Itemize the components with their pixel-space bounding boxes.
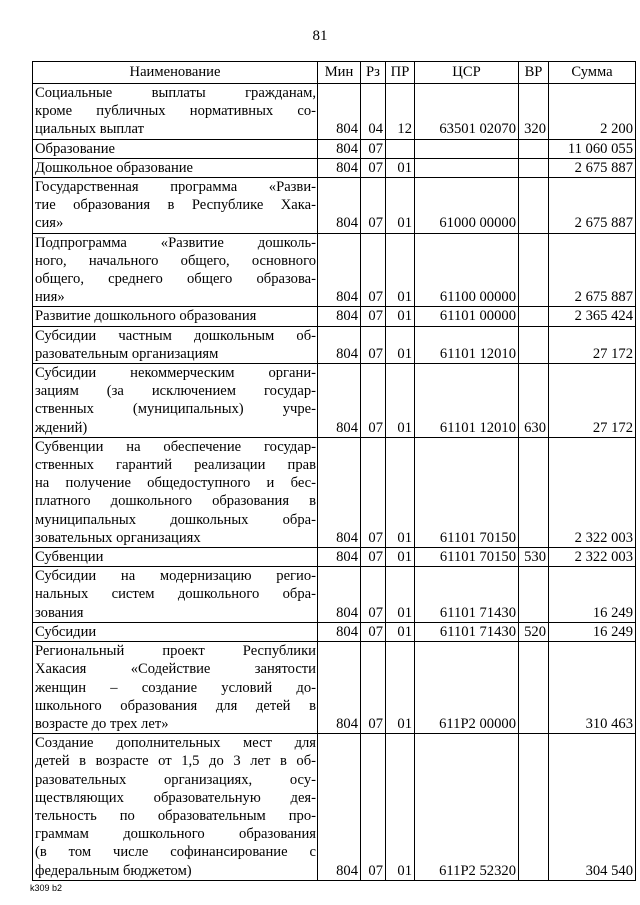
row-name-line: Хакасия «Содействие занятости bbox=[35, 661, 316, 678]
row-name-line: зования bbox=[35, 604, 84, 621]
row-min: 804 bbox=[318, 548, 361, 567]
table-row bbox=[33, 567, 636, 623]
row-sum: 2 322 003 bbox=[549, 437, 636, 547]
row-name-line: Дошкольное образование bbox=[35, 159, 194, 176]
row-name-line: тие образования в Республике Хака- bbox=[35, 197, 316, 214]
budget-table bbox=[32, 61, 636, 881]
row-rz: 07 bbox=[361, 548, 386, 567]
header-min: Мин bbox=[318, 62, 361, 84]
row-vr bbox=[519, 139, 549, 158]
row-pr: 01 bbox=[386, 233, 415, 307]
row-name-line: ния» bbox=[35, 289, 65, 306]
row-csr: 61101 71430 bbox=[415, 567, 519, 623]
row-name-line: Региональный проект Республики bbox=[35, 643, 316, 660]
row-pr: 01 bbox=[386, 548, 415, 567]
row-name bbox=[33, 622, 318, 641]
table-row bbox=[33, 642, 636, 734]
row-min: 804 bbox=[318, 364, 361, 438]
row-name-line: Субвенции на обеспечение государ- bbox=[35, 438, 316, 455]
table-row bbox=[33, 548, 636, 567]
table-row bbox=[33, 158, 636, 177]
row-rz: 07 bbox=[361, 567, 386, 623]
row-pr: 01 bbox=[386, 158, 415, 177]
row-sum: 27 172 bbox=[549, 326, 636, 363]
header-vr: ВР bbox=[519, 62, 549, 84]
row-name-line: тельность по образовательным про- bbox=[35, 807, 316, 824]
row-rz: 07 bbox=[361, 622, 386, 641]
row-sum: 2 675 887 bbox=[549, 158, 636, 177]
row-sum: 2 675 887 bbox=[549, 178, 636, 234]
row-min: 804 bbox=[318, 307, 361, 326]
row-name-line: Государственная программа «Разви- bbox=[35, 179, 316, 196]
row-name bbox=[33, 364, 318, 438]
row-sum: 11 060 055 bbox=[549, 139, 636, 158]
row-rz: 07 bbox=[361, 233, 386, 307]
row-name bbox=[33, 567, 318, 623]
row-name-line: циальных выплат bbox=[35, 121, 144, 138]
row-vr bbox=[519, 326, 549, 363]
row-name-line: общего, среднего общего образова- bbox=[35, 271, 316, 288]
row-pr: 01 bbox=[386, 567, 415, 623]
row-vr: 520 bbox=[519, 622, 549, 641]
table-row bbox=[33, 307, 636, 326]
row-sum: 2 675 887 bbox=[549, 233, 636, 307]
table-row bbox=[33, 364, 636, 438]
row-name-line: Социальные выплаты гражданам, bbox=[35, 85, 316, 101]
row-rz: 07 bbox=[361, 307, 386, 326]
row-sum: 27 172 bbox=[549, 364, 636, 438]
row-vr bbox=[519, 437, 549, 547]
row-vr bbox=[519, 642, 549, 734]
row-name-line: ственных (муниципальных) учре- bbox=[35, 401, 316, 418]
row-csr: 611Р2 52320 bbox=[415, 734, 519, 881]
row-vr bbox=[519, 567, 549, 623]
row-rz: 07 bbox=[361, 158, 386, 177]
row-csr: 61100 00000 bbox=[415, 233, 519, 307]
row-pr: 01 bbox=[386, 437, 415, 547]
row-sum: 304 540 bbox=[549, 734, 636, 881]
row-csr: 61000 00000 bbox=[415, 178, 519, 234]
row-rz: 07 bbox=[361, 734, 386, 881]
row-csr bbox=[415, 139, 519, 158]
row-name bbox=[33, 642, 318, 734]
row-name bbox=[33, 307, 318, 326]
row-sum: 2 365 424 bbox=[549, 307, 636, 326]
row-name-line: детей в возрасте от 1,5 до 3 лет в об- bbox=[35, 753, 316, 770]
row-csr: 63501 02070 bbox=[415, 84, 519, 140]
row-vr bbox=[519, 178, 549, 234]
row-name bbox=[33, 178, 318, 234]
row-name-line: зациям (за исключением государ- bbox=[35, 383, 316, 400]
row-min: 804 bbox=[318, 437, 361, 547]
row-min: 804 bbox=[318, 326, 361, 363]
row-csr bbox=[415, 158, 519, 177]
row-csr: 61101 12010 bbox=[415, 326, 519, 363]
footer-code: k309 b2 bbox=[30, 883, 63, 893]
header-rz: Рз bbox=[361, 62, 386, 84]
row-name-line: ждений) bbox=[35, 419, 88, 436]
table-row bbox=[33, 233, 636, 307]
row-min: 804 bbox=[318, 622, 361, 641]
table-row bbox=[33, 84, 636, 140]
row-name-line: ственных гарантий реализации прав bbox=[35, 457, 316, 474]
row-rz: 07 bbox=[361, 326, 386, 363]
row-name-line: сия» bbox=[35, 215, 64, 232]
row-name-line: Субсидии bbox=[35, 623, 97, 640]
row-min: 804 bbox=[318, 233, 361, 307]
row-name-line: кроме публичных нормативных со- bbox=[35, 103, 316, 120]
row-csr: 61101 70150 bbox=[415, 548, 519, 567]
row-rz: 07 bbox=[361, 437, 386, 547]
row-sum: 2 322 003 bbox=[549, 548, 636, 567]
row-name-line: разовательным организациям bbox=[35, 345, 219, 362]
row-name-line: нальных систем дошкольного обра- bbox=[35, 586, 316, 603]
row-csr: 61101 70150 bbox=[415, 437, 519, 547]
row-min: 804 bbox=[318, 84, 361, 140]
row-vr: 630 bbox=[519, 364, 549, 438]
row-pr: 01 bbox=[386, 307, 415, 326]
row-name-line: платного дошкольного образования в bbox=[35, 493, 316, 510]
row-name bbox=[33, 326, 318, 363]
row-name bbox=[33, 139, 318, 158]
row-name-line: разовательных организациях, осу- bbox=[35, 771, 316, 788]
row-name-line: Создание дополнительных мест для bbox=[35, 735, 316, 752]
row-name-line: (в том числе софинансирование с bbox=[35, 844, 316, 861]
row-csr: 61101 71430 bbox=[415, 622, 519, 641]
row-sum: 16 249 bbox=[549, 567, 636, 623]
row-vr bbox=[519, 307, 549, 326]
row-pr: 01 bbox=[386, 642, 415, 734]
header-sum: Сумма bbox=[549, 62, 636, 84]
row-name-line: Субсидии частным дошкольным об- bbox=[35, 327, 316, 344]
row-name bbox=[33, 158, 318, 177]
row-name bbox=[33, 437, 318, 547]
row-name-line: граммам дошкольного образования bbox=[35, 826, 316, 843]
row-min: 804 bbox=[318, 178, 361, 234]
row-rz: 07 bbox=[361, 642, 386, 734]
row-name-line: Субсидии на модернизацию регио- bbox=[35, 568, 316, 585]
row-sum: 2 200 bbox=[549, 84, 636, 140]
row-name bbox=[33, 548, 318, 567]
row-rz: 07 bbox=[361, 139, 386, 158]
row-name bbox=[33, 233, 318, 307]
row-name-line: Образование bbox=[35, 140, 115, 157]
row-name-line: на получение общедоступного и бес- bbox=[35, 475, 316, 492]
row-min: 804 bbox=[318, 734, 361, 881]
row-pr: 01 bbox=[386, 364, 415, 438]
row-csr: 61101 00000 bbox=[415, 307, 519, 326]
row-csr: 611Р2 00000 bbox=[415, 642, 519, 734]
row-pr: 01 bbox=[386, 326, 415, 363]
row-rz: 07 bbox=[361, 364, 386, 438]
row-name bbox=[33, 734, 318, 881]
row-min: 804 bbox=[318, 642, 361, 734]
page-number: 81 bbox=[312, 28, 328, 44]
table-header-row bbox=[33, 62, 636, 84]
header-name: Наименование bbox=[33, 62, 318, 84]
table-row bbox=[33, 326, 636, 363]
row-name-line: женщин – создание условий до- bbox=[35, 679, 316, 696]
row-min: 804 bbox=[318, 567, 361, 623]
header-pr: ПР bbox=[386, 62, 415, 84]
table-row bbox=[33, 622, 636, 641]
row-name-line: муниципальных дошкольных обра- bbox=[35, 511, 316, 528]
row-name-line: возрасте до трех лет» bbox=[35, 715, 169, 732]
row-min: 804 bbox=[318, 139, 361, 158]
row-csr: 61101 12010 bbox=[415, 364, 519, 438]
row-sum: 16 249 bbox=[549, 622, 636, 641]
table-row bbox=[33, 734, 636, 881]
row-rz: 04 bbox=[361, 84, 386, 140]
row-name-line: Субвенции bbox=[35, 549, 104, 566]
row-pr bbox=[386, 139, 415, 158]
row-vr bbox=[519, 233, 549, 307]
table-row bbox=[33, 139, 636, 158]
row-pr: 01 bbox=[386, 734, 415, 881]
row-rz: 07 bbox=[361, 178, 386, 234]
table-row bbox=[33, 178, 636, 234]
table-row bbox=[33, 437, 636, 547]
row-sum: 310 463 bbox=[549, 642, 636, 734]
row-pr: 12 bbox=[386, 84, 415, 140]
row-vr: 530 bbox=[519, 548, 549, 567]
row-name-line: Развитие дошкольного образования bbox=[35, 308, 257, 325]
row-name-line: ществляющих образовательную дея- bbox=[35, 789, 316, 806]
row-pr: 01 bbox=[386, 622, 415, 641]
row-name-line: зовательных организациях bbox=[35, 529, 201, 546]
row-name bbox=[33, 84, 318, 140]
row-vr: 320 bbox=[519, 84, 549, 140]
row-pr: 01 bbox=[386, 178, 415, 234]
row-name-line: школьного образования для детей в bbox=[35, 697, 316, 714]
row-vr bbox=[519, 158, 549, 177]
row-name-line: федеральным бюджетом) bbox=[35, 862, 192, 879]
row-name-line: ного, начального общего, основного bbox=[35, 252, 316, 269]
row-name-line: Субсидии некоммерческим органи- bbox=[35, 365, 316, 382]
header-csr: ЦСР bbox=[415, 62, 519, 84]
row-name-line: Подпрограмма «Развитие дошколь- bbox=[35, 234, 316, 251]
row-vr bbox=[519, 734, 549, 881]
row-min: 804 bbox=[318, 158, 361, 177]
